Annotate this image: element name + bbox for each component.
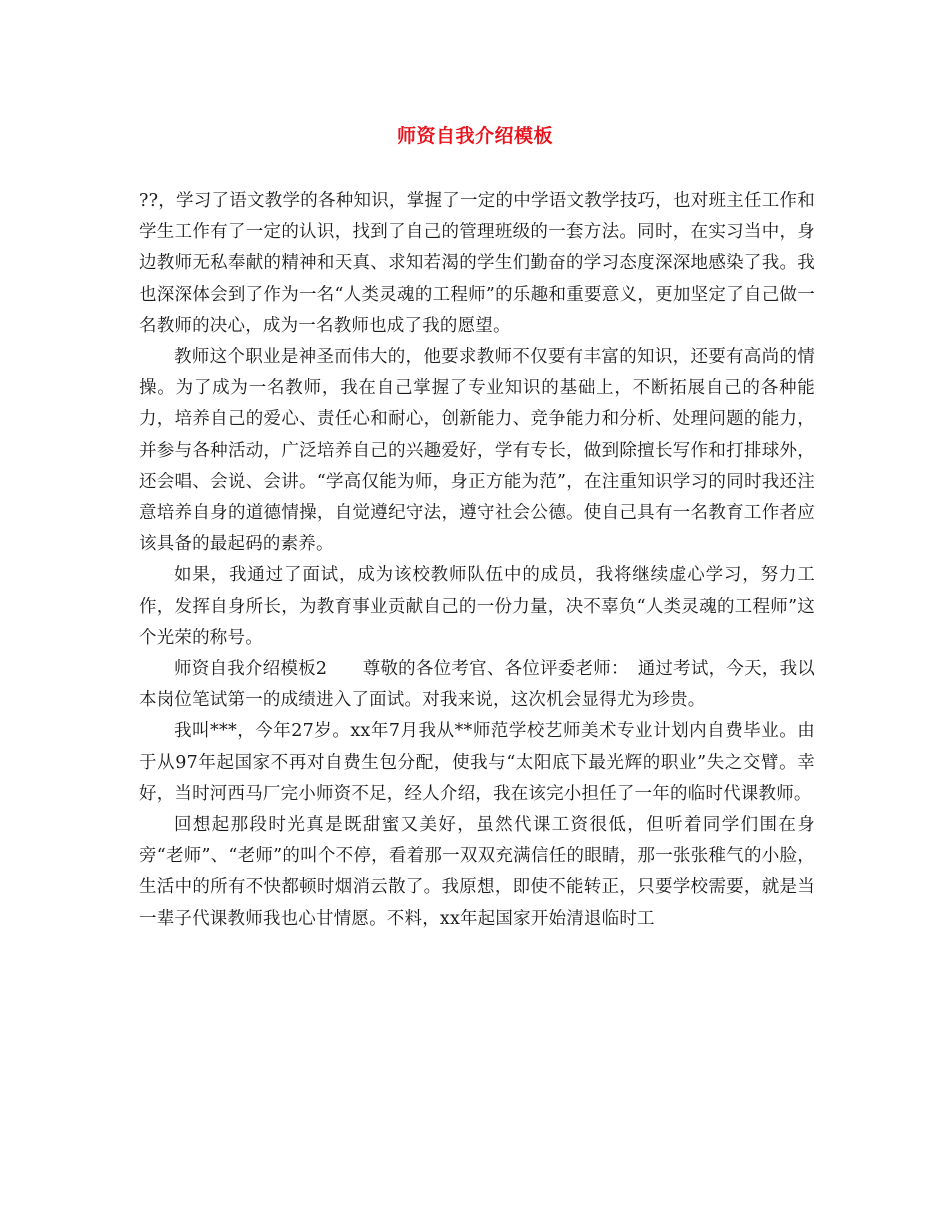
- paragraph-5: 我叫***，今年27岁。xx年7月我从**师范学校艺师美术专业计划内自费毕业。由于从97年起国家不再对自费生包分配，使我与“太阳底下最光辉的职业”失之交臂。幸好，当时河西马厂完小师资不足，经人介绍，我在该完小担任了一年的临时代课教师。: [139, 721, 815, 804]
- paragraph-2: 教师这个职业是神圣而伟大的，他要求教师不仅要有丰富的知识，还要有高尚的情操。为了成为一名教师，我在自己掌握了专业知识的基础上，不断拓展自己的各种能力，培养自己的爱心、责任心和耐心，创新能力、竞争能力和分析、处理问题的能力，并参与各种活动，广泛培养自己的兴趣爱好，学有专长，做到除擅长写作和打排球外，还会唱、会说、会讲。“学高仅能为师，身正方能为范”，在注重知识学习的同时我还注意培养自身的道德情操，自觉遵纪守法，遵守社会公德。使自己具有一名教育工作者应该具备的最起码的素养。: [139, 347, 815, 555]
- paragraph-4: 师资自我介绍模板2 尊敬的各位考官、各位评委老师： 通过考试，今天，我以本岗位笔试第一的成绩进入了面试。对我来说，这次机会显得尤为珍贵。: [139, 659, 815, 711]
- document-title: 师资自我介绍模板: [396, 125, 553, 147]
- paragraph-3: 如果，我通过了面试，成为该校教师队伍中的成员，我将继续虚心学习，努力工作，发挥自身所长，为教育事业贡献自己的一份力量，决不辜负“人类灵魂的工程师”这个光荣的称号。: [139, 565, 815, 648]
- paragraph-1: ??，学习了语文教学的各种知识，掌握了一定的中学语文教学技巧，也对班主任工作和学生工作有了一定的认识，找到了自己的管理班级的一套方法。同时，在实习当中，身边教师无私奉献的精神和天真、求知若渴的学生们勤奋的学习态度深深地感染了我。我也深深体会到了作为一名“人类灵魂的工程师”的乐趣和重要意义，更加坚定了自己做一名教师的决心，成为一名教师也成了我的愿望。: [139, 191, 815, 336]
- paragraph-6: 回想起那段时光真是既甜蜜又美好，虽然代课工资很低，但听着同学们围在身旁“老师”、“老师”的叫个不停，看着那一双双充满信任的眼睛，那一张张稚气的小脸，生活中的所有不快都顿时烟消云散了。我原想，即使不能转正，只要学校需要，就是当一辈子代课教师我也心甘情愿。不料，xx年起国家开始清退临时工: [139, 815, 815, 929]
- document-body: [139, 186, 815, 935]
